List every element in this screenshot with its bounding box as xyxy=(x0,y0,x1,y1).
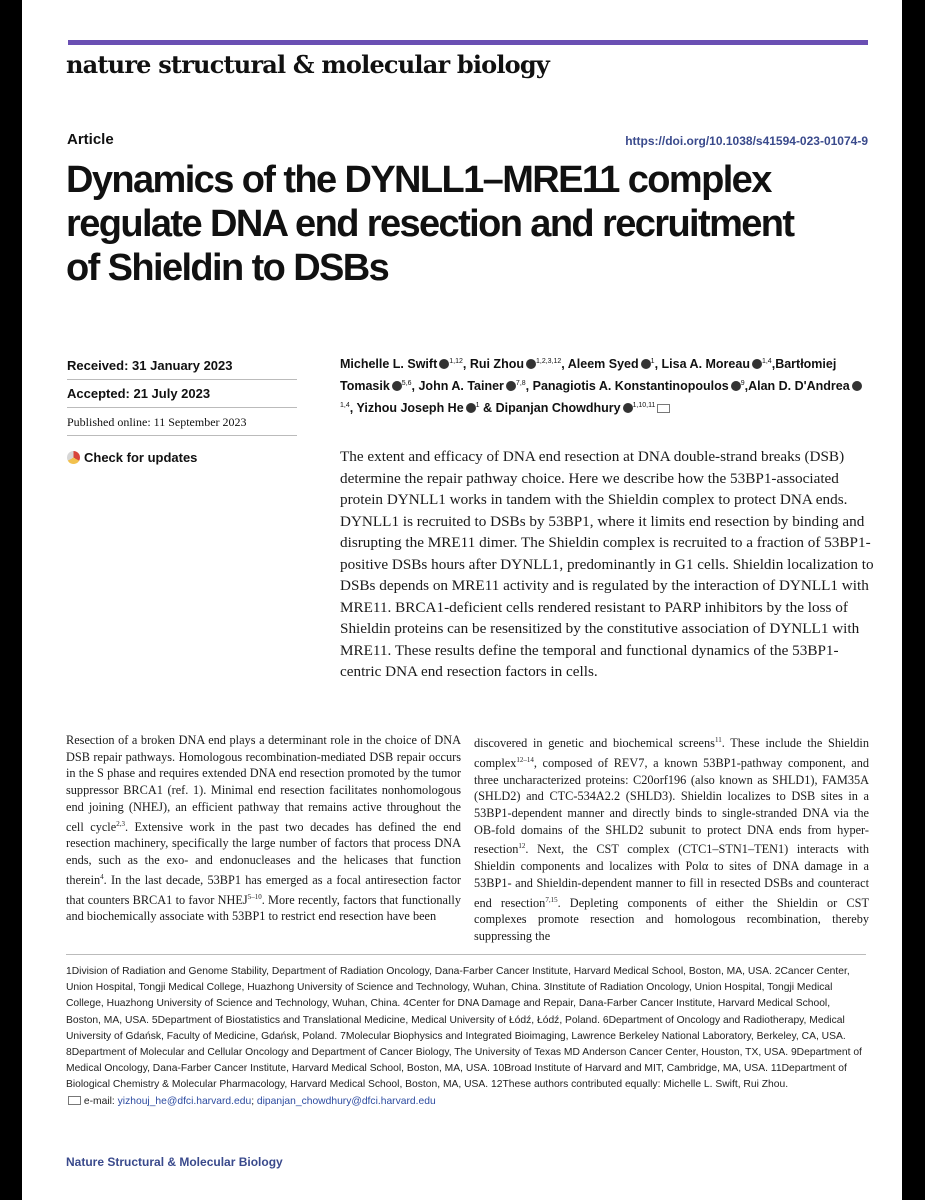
accepted-date: Accepted: 21 July 2023 xyxy=(67,380,297,408)
journal-accent-bar xyxy=(68,40,868,45)
citation-ref[interactable]: 12 xyxy=(518,842,526,851)
body-text: . These include the Shieldin complex xyxy=(474,736,869,770)
author-separator: & xyxy=(479,401,496,416)
orcid-icon[interactable] xyxy=(641,359,651,369)
body-text: . More recently, factors that functionally and biochemically associate with 53BP1 to restrict end resection have been xyxy=(66,892,461,924)
check-for-updates-button[interactable] xyxy=(67,450,297,465)
orcid-icon[interactable] xyxy=(526,359,536,369)
body-text: discovered in genetic and biochemical screens xyxy=(474,736,715,751)
orcid-icon[interactable] xyxy=(506,381,516,391)
author[interactable] xyxy=(496,401,671,415)
body-column-1 xyxy=(66,732,461,925)
body-text: , composed of REV7, a known 53BP1-pathway component, and three uncharacterized proteins: C20orf196 (also known as SHLD1), FAM35A (SHLD2) and CTC-534A2.2 (SHLD3). Shieldin localizes to DSB sites in a 53BP1-dependent manner and directly binds to single-stranded DNA via the OB-fold domains of the SHLD2 subunit to protect DNA ends from hyper-resection xyxy=(474,755,869,857)
orcid-icon[interactable] xyxy=(466,403,476,413)
author-separator: , xyxy=(561,357,568,372)
body-text: . Depleting components of either the Shieldin or CST complexes promote resection and homologous recombination, thereby suppressing the xyxy=(474,895,869,944)
affiliations-text: 1Division of Radiation and Genome Stability, Department of Radiation Oncology, Dana-Farber Cancer Institute, Harvard Medical School, Boston, MA, USA. 2Cancer Center, Union Hospital, Tongji Medical College, Huazhong University of Science and Technology, Wuhan, China. 3Institute of Radiation Oncology, Union Hospital, Tongji Medical College, Huazhong University of Science and Technology, Wuhan, China. 4Center for DNA Damage and Repair, Dana-Farber Cancer Institute, Harvard Medical School, Boston, MA, USA. 5Department of Biostatistics and Translational Medicine, Medical University of Łódź, Łódź, Poland. 6Department of Oncology and Radiotherapy, Medical University of Gdańsk, Faculty of Medicine, Gdańsk, Poland. 7Molecular Biophysics and Integrated Bioimaging, Lawrence Berkeley National Laboratory, Berkeley, CA, USA. 8Department of Molecular and Cellular Oncology and Department of Cancer Biology, The University of Texas MD Anderson Cancer Center, Houston, TX, USA. 9Department of Medical Oncology, Dana-Farber Cancer Institute, Harvard Medical School, Boston, MA, USA. 10Broad Institute of Harvard and MIT, Cambridge, MA, USA. 11Department of Biological Chemistry & Molecular Pharmacology, Harvard Medical School, Boston, MA, USA. 12These authors contributed equally: Michelle L. Swift, Rui Zhou. xyxy=(66,966,862,1091)
orcid-icon[interactable] xyxy=(752,359,762,369)
author-separator: , xyxy=(411,379,419,394)
author-name: Bartłomiej Tomasik xyxy=(340,357,837,394)
author[interactable] xyxy=(470,357,561,371)
body-text: . Next, the CST complex (CTC1–STN1–TEN1) interacts with Shieldin components and localizes with Polα to sites of DNA damage in a 53BP1- and Shieldin-dependent manner to fill in resected DSBs and counteract end resection xyxy=(474,842,869,910)
orcid-icon[interactable] xyxy=(392,381,402,391)
citation-ref[interactable]: 12–14 xyxy=(516,755,534,764)
footer-journal: Nature Structural & Molecular Biology xyxy=(66,1155,283,1169)
author-name: Rui Zhou xyxy=(469,357,524,372)
affiliation-index: 1 xyxy=(650,358,655,365)
author[interactable] xyxy=(662,357,772,371)
author[interactable] xyxy=(418,379,525,393)
author[interactable] xyxy=(356,401,479,415)
author-name: John A. Tainer xyxy=(418,379,504,394)
affiliation-index: 1,2,3,12 xyxy=(535,358,562,365)
affiliation-index: 1,12 xyxy=(449,358,463,365)
title-line: regulate DNA end resection and recruitment xyxy=(66,203,794,245)
author[interactable] xyxy=(568,357,655,371)
orcid-icon[interactable] xyxy=(731,381,741,391)
author-name: Yizhou Joseph He xyxy=(356,401,464,416)
email-icon[interactable] xyxy=(657,404,670,413)
author-separator: , xyxy=(771,357,776,372)
body-text: . Extensive work in the past two decades has defined the end resection machinery, specifically the large number of factors that process DNA ends, such as the exo- and endonucleases and the helicases that function therein xyxy=(66,819,462,887)
author-name: Michelle L. Swift xyxy=(340,357,438,372)
email-label: e-mail: xyxy=(83,1095,115,1107)
affiliation-index: 5,6 xyxy=(401,380,412,388)
citation-ref[interactable]: 5–10 xyxy=(247,892,262,901)
orcid-icon[interactable] xyxy=(852,381,862,391)
orcid-icon[interactable] xyxy=(623,403,633,413)
body-column-2 xyxy=(474,732,869,945)
citation-ref[interactable]: 7,15 xyxy=(545,895,558,904)
citation-ref[interactable]: 11 xyxy=(714,736,722,744)
affiliation-index: 9 xyxy=(740,380,745,388)
affiliation-index: 1 xyxy=(475,402,480,410)
affiliation-index: 7,8 xyxy=(515,380,526,388)
email-link[interactable]: dipanjan_chowdhury@dfci.harvard.edu xyxy=(256,1095,436,1107)
affiliation-index: 1,4 xyxy=(340,402,350,410)
author-separator: , xyxy=(462,357,470,372)
author-separator: , xyxy=(654,357,662,372)
published-date: Published online: 11 September 2023 xyxy=(67,408,297,436)
author-name: Aleem Syed xyxy=(567,357,639,372)
abstract: The extent and efficacy of DNA end resection at DNA double-strand breaks (DSB) determine the repair pathway choice. Here we describe how the 53BP1-associated protein DYNLL1 works in tandem with the Shieldin complex to protect DNA ends. DYNLL1 is recruited to DSBs by 53BP1, where it limits end resection by binding and disrupting the MRE11 dimer. The Shieldin complex is recruited to a fraction of 53BP1-positive DSBs hours after DYNLL1, predominantly in G1 cells. Shieldin localization to DSBs depends on MRE11 activity and is regulated by the interaction of DYNLL1 with MRE11. BRCA1-deficient cells rendered resistant to PARP inhibitors by the loss of Shieldin proteins can be resensitized by the constitutive association of DYNLL1 with MRE11. These results define the temporal and functional dynamics of the 53BP1-centric DNA end resection factors in cells. xyxy=(340,448,874,680)
author-name: Panagiotis A. Konstantinopoulos xyxy=(532,379,729,394)
doi-link[interactable]: https://doi.org/10.1038/s41594-023-01074-9 xyxy=(625,134,868,148)
body-text: Resection of a broken DNA end plays a determinant role in the choice of DNA DSB repair pathways. Homologous recombination-mediated DSB repair occurs in the S phase and requires extended DNA end resection promoted by the tumor suppressor BRCA1 (ref. 1). Minimal end resection facilitates nonhomologous end joining (NHEJ), an efficient pathway that remains active throughout the cell cycle xyxy=(66,733,461,834)
affiliations: 1Division of Radiation and Genome Stability, Department of Radiation Oncology, Dana-Farber Cancer Institute, Harvard Medical School, Boston, MA, USA. 2Cancer Center, Union Hospital, Tongji Medical College, Huazhong University of Science and Technology, Wuhan, China. 3Institute of Radiation Oncology, Union Hospital, Tongji Medical College, Huazhong University of Science and Technology, Wuhan, China. 4Center for DNA Damage and Repair, Dana-Farber Cancer Institute, Harvard Medical School, Boston, MA, USA. 5Department of Biostatistics and Translational Medicine, Medical University of Łódź, Łódź, Poland. 6Department of Oncology and Radiotherapy, Medical University of Gdańsk, Faculty of Medicine, Gdańsk, Poland. 7Molecular Biophysics and Integrated Bioimaging, Lawrence Berkeley National Laboratory, Berkeley, CA, USA. 8Department of Molecular and Cellular Oncology and Department of Cancer Biology, The University of Texas MD Anderson Cancer Center, Houston, TX, USA. 9Department of Medical Oncology, Dana-Farber Cancer Institute, Harvard Medical School, Boston, MA, USA. 10Broad Institute of Harvard and MIT, Cambridge, MA, USA. 11Department of Biological Chemistry & Molecular Pharmacology, Harvard Medical School, Boston, MA, USA. 12These authors contributed equally: Michelle L. Swift, Rui Zhou. e-mail: yizhouj_he@dfci.harvard.edu; dipanjan_chowdhury@dfci.harvard.edu xyxy=(66,966,862,1107)
received-date: Received: 31 January 2023 xyxy=(67,352,297,380)
affiliation-index: 1,4 xyxy=(761,358,772,365)
paper-page xyxy=(22,0,902,1200)
author-name: Dipanjan Chowdhury xyxy=(495,401,621,416)
author[interactable] xyxy=(533,379,745,393)
title-line: of Shieldin to DSBs xyxy=(66,247,389,289)
article-title xyxy=(66,158,866,290)
author-list xyxy=(340,352,870,418)
journal-name: nature structural & molecular biology xyxy=(66,50,550,79)
body-text: . In the last decade, 53BP1 has emerged as a focal antiresection factor that counters BRCA1 to favor NHEJ xyxy=(66,872,461,907)
author-separator: , xyxy=(525,379,533,394)
author[interactable] xyxy=(340,357,463,371)
citation-ref[interactable]: 2,3 xyxy=(116,819,125,828)
orcid-icon[interactable] xyxy=(439,359,449,369)
email-icon xyxy=(68,1096,81,1105)
author-name: Lisa A. Moreau xyxy=(661,357,750,372)
citation-ref[interactable]: 4 xyxy=(100,872,104,881)
title-line: Dynamics of the DYNLL1–MRE11 complex xyxy=(66,159,771,201)
check-updates-label: Check for updates xyxy=(84,450,198,465)
footnote-divider xyxy=(66,954,866,955)
author-separator: , xyxy=(744,379,749,394)
article-type: Article xyxy=(67,131,114,148)
article-dates xyxy=(67,352,297,465)
affiliation-index: 1,10,11 xyxy=(632,402,656,410)
author-separator: , xyxy=(349,401,357,416)
check-updates-icon xyxy=(67,451,80,464)
author-name: Alan D. D'Andrea xyxy=(748,379,850,394)
email-link[interactable]: yizhouj_he@dfci.harvard.edu xyxy=(117,1095,252,1107)
